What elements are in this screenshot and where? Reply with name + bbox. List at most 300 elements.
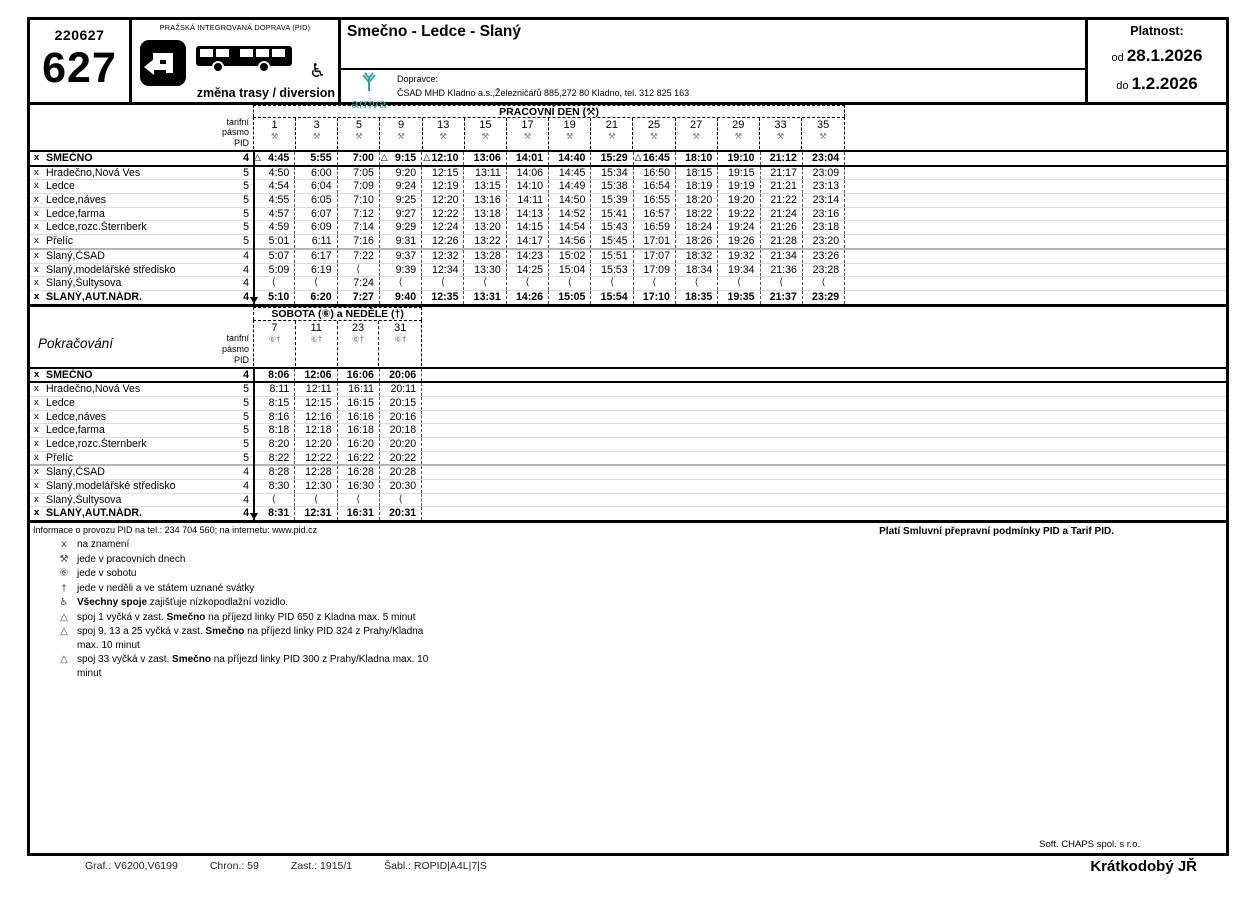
trip-header-cell [296, 118, 338, 149]
time-cell: 21:28 [761, 235, 803, 248]
trip-header-cell [423, 118, 465, 149]
zone-number: 4 [243, 507, 249, 520]
legend-text: spoj 1 vyčká v zast. Smečno na příjezd linky PID 650 z Kladna max. 5 minut [77, 611, 416, 623]
legend [33, 538, 1226, 680]
time-cells [253, 277, 845, 290]
stop-row [30, 437, 1226, 451]
time-cell: 6:20 [295, 291, 337, 304]
trip-header-cell [760, 118, 802, 149]
time-cell: 15:34 [591, 167, 633, 180]
line-number: 627 [42, 44, 117, 92]
trips-header [253, 105, 845, 149]
trip-header-cell [254, 118, 296, 149]
time-cell: 14:01 [507, 152, 549, 165]
time-cell: 14:56 [549, 235, 591, 248]
time-cells [253, 411, 422, 424]
stop-rows [30, 367, 1226, 524]
legend-row [33, 611, 1226, 625]
time-cell: 19:26 [718, 235, 760, 248]
time-cell: 9:29 [380, 221, 422, 234]
arriva-tree-icon [358, 72, 380, 92]
time-cell: ⟨ [591, 277, 633, 290]
trip-number: 17 [521, 119, 534, 131]
trip-day-symbol: ⚒ [692, 132, 700, 142]
time-cell: 8:31 [253, 507, 295, 520]
trip-day-symbol: ⚒ [650, 132, 658, 142]
time-cell: 9:20 [380, 167, 422, 180]
legend-text: na znamení [77, 539, 130, 551]
time-cell: △ 16:45 [634, 152, 676, 165]
time-cell: 8:20 [253, 438, 295, 451]
trip-header-cell [338, 118, 380, 149]
time-cell: 12:20 [295, 438, 337, 451]
time-cell: 13:16 [464, 194, 506, 207]
stop-row [30, 464, 1226, 479]
time-cell: 19:24 [718, 221, 760, 234]
time-cells [253, 167, 845, 180]
zone-number: 5 [243, 424, 249, 437]
time-cell: 16:16 [338, 411, 380, 424]
trip-day-symbol: ⚒ [481, 132, 490, 142]
below-frame [0, 858, 1252, 888]
time-cell: 19:19 [718, 180, 760, 193]
legend-row [33, 625, 1226, 652]
stop-name: SMEČNO [46, 368, 93, 381]
time-cell: 15:38 [591, 180, 633, 193]
trips-header [253, 307, 422, 366]
stop-name: Ledce,farma [46, 207, 105, 220]
time-cell: 8:11 [253, 383, 295, 396]
time-cell: 20:22 [380, 452, 422, 465]
time-cell: 12:15 [422, 167, 464, 180]
time-cell: 13:30 [464, 264, 506, 277]
conditions-line: Platí Smluvní přepravní podmínky PID a Tarif PID. [879, 526, 1114, 538]
time-cell: 12:20 [422, 194, 464, 207]
time-cell: 7:09 [338, 180, 380, 193]
time-cell: 7:14 [338, 221, 380, 234]
wait-marker-icon: △ [380, 153, 388, 163]
stop-row [30, 234, 1226, 248]
time-cell: 20:18 [380, 424, 422, 437]
time-cell: 18:15 [676, 167, 718, 180]
stop-request-flag: x [34, 424, 39, 436]
time-cells [253, 438, 422, 451]
time-cell: 18:22 [676, 208, 718, 221]
time-cell: 9:31 [380, 235, 422, 248]
time-cell: 7:00 [338, 152, 380, 165]
time-cell: 16:06 [338, 369, 380, 382]
time-cell: 9:37 [380, 250, 422, 263]
time-cell: 8:15 [253, 397, 295, 410]
time-cell: 4:54 [253, 180, 295, 193]
time-cell: 13:15 [464, 180, 506, 193]
stop-row [30, 381, 1226, 396]
time-cell: 9:40 [380, 291, 422, 304]
stop-request-flag: x [34, 410, 39, 422]
time-cells [253, 480, 422, 493]
stop-request-flag: x [34, 249, 39, 261]
time-cell: 8:18 [253, 424, 295, 437]
time-cell: 15:02 [549, 250, 591, 263]
time-cell: 15:45 [591, 235, 633, 248]
time-cell: 17:10 [634, 291, 676, 304]
stop-request-flag: x [34, 152, 40, 163]
time-cell: 18:10 [676, 152, 718, 165]
stop-request-flag: x [34, 396, 39, 408]
time-cell: 21:26 [761, 221, 803, 234]
time-cell: 15:04 [549, 264, 591, 277]
time-cell: 5:10 [253, 291, 295, 304]
time-cells [253, 250, 845, 263]
stop-rows [30, 150, 1226, 307]
time-cell: 13:11 [464, 167, 506, 180]
timetable-section-weekday [30, 105, 1226, 307]
zone-number: 4 [243, 263, 249, 276]
zone-number: 5 [243, 410, 249, 423]
stop-name: Ledce,rozc.Šternberk [46, 438, 147, 450]
trip-number: 29 [732, 119, 745, 131]
trip-header-cell [633, 118, 675, 149]
time-cell: 12:32 [422, 250, 464, 263]
trip-header-cell [379, 321, 421, 366]
time-cell: 21:34 [761, 250, 803, 263]
time-cells [253, 291, 845, 304]
zone-number: 4 [243, 466, 249, 479]
stop-request-flag: x [34, 507, 40, 519]
trip-header-cell [465, 118, 507, 149]
time-cells [253, 397, 422, 410]
time-cell: 8:16 [253, 411, 295, 424]
time-cells [253, 466, 422, 479]
time-cell: ⟨ [549, 277, 591, 290]
time-cell: 21:24 [761, 208, 803, 221]
stop-request-flag: x [34, 180, 39, 192]
trip-number: 3 [313, 119, 320, 131]
time-cell: 21:37 [761, 291, 803, 304]
time-cell: 7:22 [338, 250, 380, 263]
time-cell: 20:20 [380, 438, 422, 451]
legend-symbol: ⑥ [59, 568, 69, 580]
time-cell: 7:27 [338, 291, 380, 304]
time-cells [253, 507, 422, 520]
operator-label: Dopravce: [397, 74, 439, 84]
stop-name: Slaný,Šultysova [46, 493, 122, 506]
time-cell: 15:54 [591, 291, 633, 304]
time-cells [253, 235, 845, 248]
validity-label: Platnost: [1130, 24, 1184, 38]
footer-meta-item: Šabl.: ROPID|A4L|7|S [384, 860, 487, 872]
legend-symbol: ♿ [59, 597, 69, 609]
time-cell: 18:24 [676, 221, 718, 234]
trip-day-symbol: ⑥† [394, 334, 407, 345]
trip-day-symbol: ⑥† [310, 334, 323, 345]
time-cell: 16:15 [338, 397, 380, 410]
time-cell: 23:20 [803, 235, 845, 248]
time-cell: 7:10 [338, 194, 380, 207]
time-cell: 4:55 [253, 194, 295, 207]
zone-column-header [30, 333, 249, 365]
stop-row [30, 207, 1226, 221]
stop-row [30, 451, 1226, 465]
time-cell: 23:13 [803, 180, 845, 193]
time-cell: ⟨ [422, 277, 464, 290]
time-cell: 6:19 [295, 264, 337, 277]
legend-text: jede v pracovních dnech [77, 553, 186, 565]
time-cell: 16:57 [634, 208, 676, 221]
zone-number: 5 [243, 451, 249, 464]
legend-text: jede v neděli a ve státem uznané svátky [77, 582, 255, 594]
time-cell: 20:30 [380, 480, 422, 493]
time-cells [253, 452, 422, 465]
stop-name: Slaný,ČSAD [46, 466, 105, 479]
time-cell: 4:50 [253, 167, 295, 180]
time-cell: 7:12 [338, 208, 380, 221]
zone-number: 5 [243, 235, 249, 248]
zone-number: 5 [243, 383, 249, 396]
arriva-wordmark: arriva [351, 96, 387, 111]
time-cell: 20:11 [380, 383, 422, 396]
time-cell: 13:31 [464, 291, 506, 304]
time-cell: 15:41 [591, 208, 633, 221]
time-cell: 13:20 [464, 221, 506, 234]
trip-header-cell [338, 321, 380, 366]
time-cell: 4:57 [253, 208, 295, 221]
trip-day-symbol: ⚒ [397, 132, 405, 142]
stop-request-flag: x [34, 480, 39, 492]
time-cell: 15:29 [591, 152, 633, 165]
time-cell: 20:06 [380, 369, 422, 382]
time-cell: 21:17 [761, 167, 803, 180]
time-cells [253, 383, 422, 396]
time-cell: 13:22 [464, 235, 506, 248]
time-cell: ⟨ [380, 494, 422, 507]
time-cell: 16:54 [634, 180, 676, 193]
footer-meta [85, 860, 487, 872]
trip-number: 31 [394, 321, 407, 334]
time-cell: ⟨ [338, 494, 380, 507]
diversion-label: změna trasy / diversion [196, 86, 335, 100]
time-cell: 14:54 [549, 221, 591, 234]
time-cell: 14:49 [549, 180, 591, 193]
time-cell: 19:35 [718, 291, 760, 304]
time-cell: 9:25 [380, 194, 422, 207]
time-cell: 14:40 [549, 152, 591, 165]
time-cell: 14:52 [549, 208, 591, 221]
time-cell: 12:31 [295, 507, 337, 520]
time-cell: 12:22 [422, 208, 464, 221]
wait-marker-icon: △ [634, 153, 642, 163]
time-cell: 16:31 [338, 507, 380, 520]
time-cell: 20:16 [380, 411, 422, 424]
section-title: PRACOVNÍ DEN (⚒) [253, 105, 845, 117]
trip-header-cell [802, 118, 844, 149]
legend-symbol: † [61, 582, 67, 594]
zone-number: 4 [243, 249, 249, 262]
time-cell: 18:32 [676, 250, 718, 263]
stop-row [30, 506, 1226, 520]
timetable-frame [27, 17, 1229, 856]
legend-row [33, 653, 1226, 680]
stop-name: Ledce [46, 396, 75, 409]
time-cell: 21:36 [761, 264, 803, 277]
time-cell: 5:01 [253, 235, 295, 248]
header [30, 20, 1226, 111]
stop-name: Ledce,rozc.Šternberk [46, 221, 147, 234]
time-cell: 19:34 [718, 264, 760, 277]
stop-name: Ledce,náves [46, 194, 107, 207]
time-cell: 18:34 [676, 264, 718, 277]
stop-name: Hradečno,Nová Ves [46, 166, 141, 179]
time-cell: △ 12:10 [422, 152, 464, 165]
pid-info-line: Informace o provozu PID na tel.: 234 704 560; na internetu: www.pid.cz [33, 525, 318, 536]
time-cell: ⟨ [761, 277, 803, 290]
legend-symbol: x [61, 539, 67, 551]
time-cell: 17:01 [634, 235, 676, 248]
time-cell: 16:59 [634, 221, 676, 234]
trip-day-symbol: ⑥† [268, 334, 281, 345]
software-credit: Soft. CHAPS spol. s r.o. [1039, 839, 1140, 850]
stop-row [30, 479, 1226, 493]
time-cell: 21:22 [761, 194, 803, 207]
time-cell: 23:29 [803, 291, 845, 304]
stop-row [30, 179, 1226, 193]
time-cell: 19:15 [718, 167, 760, 180]
time-cells [253, 424, 422, 437]
time-cell: 5:09 [253, 264, 295, 277]
time-cell: 18:26 [676, 235, 718, 248]
trip-number: 15 [479, 119, 492, 131]
pid-logo-icon [140, 40, 186, 86]
footer-meta-item: Chron.: 59 [209, 860, 259, 872]
time-cell: 13:28 [464, 250, 506, 263]
time-cell: 20:31 [380, 507, 422, 520]
stop-name: Hradečno,Nová Ves [46, 383, 141, 396]
stop-name: Slaný,modelářské středisko [46, 263, 176, 276]
stop-name: Ledce,farma [46, 424, 105, 437]
legend-text: spoj 33 vyčká v zast. Smečno na příjezd linky PID 300 z Prahy/Kladna max. 10 minut [77, 654, 429, 679]
zone-number: 4 [243, 277, 249, 290]
trip-header-cells [253, 320, 422, 366]
trip-header-cell [380, 118, 422, 149]
trip-day-symbol: ⑥† [352, 334, 364, 345]
trip-number: 21 [605, 119, 618, 131]
trip-number: 27 [690, 119, 703, 131]
trip-number: 23 [351, 321, 365, 334]
direction-arrow [253, 150, 255, 304]
time-cells [253, 180, 845, 193]
stop-name: SLANÝ,AUT.NÁDR. [46, 290, 142, 303]
zone-header-line: tarifní [226, 333, 249, 344]
trip-day-symbol: ⚒ [776, 132, 785, 142]
trip-day-symbol: ⚒ [270, 132, 279, 142]
validity-to: do 1.2.2026 [1116, 74, 1198, 93]
time-cell: 14:23 [507, 250, 549, 263]
stop-name: Ledce [46, 180, 75, 193]
time-cell: 19:10 [718, 152, 760, 165]
zone-number: 5 [243, 207, 249, 220]
trip-number: 9 [397, 119, 405, 131]
zone-number: 4 [243, 480, 249, 493]
validity-from: od 28.1.2026 [1111, 46, 1203, 65]
stop-name: SLANÝ,AUT.NÁDR. [46, 507, 142, 520]
time-cell: ⟨ [634, 277, 676, 290]
time-cell: 14:26 [507, 291, 549, 304]
time-cell: 14:50 [549, 194, 591, 207]
time-cell: 12:30 [295, 480, 337, 493]
trip-number: 7 [271, 321, 278, 334]
time-cell: 12:34 [422, 264, 464, 277]
time-cell: 9:27 [380, 208, 422, 221]
time-cell: 14:17 [507, 235, 549, 248]
stop-row [30, 423, 1226, 437]
time-cells [253, 194, 845, 207]
time-cell: 16:50 [634, 167, 676, 180]
time-cell: ⟨ [295, 277, 337, 290]
time-cell: 23:26 [803, 250, 845, 263]
stop-request-flag: x [34, 277, 39, 289]
stop-request-flag: x [34, 493, 39, 505]
stop-row [30, 493, 1226, 507]
notes-area [30, 523, 1226, 680]
stop-row [30, 248, 1226, 263]
zone-number: 4 [243, 152, 249, 164]
stop-name: Slaný,Šultysova [46, 277, 122, 290]
time-cell: △ 9:15 [380, 152, 422, 165]
time-cell: 15:39 [591, 194, 633, 207]
route-title-cell [341, 20, 1088, 111]
time-cell: 23:16 [803, 208, 845, 221]
line-number-cell [30, 20, 132, 102]
time-cell: 18:19 [676, 180, 718, 193]
zone-column-header [30, 117, 249, 149]
time-cell: 12:35 [422, 291, 464, 304]
stop-row [30, 150, 1226, 165]
zone-number: 5 [243, 166, 249, 179]
time-cell: ⟨ [338, 264, 380, 277]
time-cell: 8:06 [253, 369, 295, 382]
time-cell: 12:16 [295, 411, 337, 424]
trip-number: 25 [647, 119, 661, 131]
time-cell: 14:06 [507, 167, 549, 180]
trip-number: 33 [774, 119, 787, 131]
stop-row [30, 193, 1226, 207]
time-cell: 15:43 [591, 221, 633, 234]
zone-number: 5 [243, 194, 249, 207]
stop-request-flag: x [34, 451, 39, 463]
legend-symbol: △ [60, 626, 68, 638]
section-header [30, 307, 1226, 367]
time-cell: 14:13 [507, 208, 549, 221]
zone-header-line: PID [233, 354, 249, 365]
stop-name: Přelíc [46, 235, 74, 248]
time-cell: 23:14 [803, 194, 845, 207]
trip-day-symbol: ⚒ [312, 132, 321, 142]
time-cell: 12:19 [422, 180, 464, 193]
trip-header-cell [591, 118, 633, 149]
time-cell: 19:20 [718, 194, 760, 207]
stop-request-flag: x [34, 368, 40, 380]
operator-info: ČSAD MHD Kladno a.s.,Železničářů 885,272 80 Kladno, tel. 312 825 163 [397, 88, 690, 98]
stop-name: Slaný,ČSAD [46, 249, 105, 262]
bus-icon [194, 42, 294, 79]
legend-symbol: △ [60, 654, 68, 666]
wait-marker-icon: △ [423, 153, 431, 163]
time-cell: 12:15 [295, 397, 337, 410]
time-cell: 16:22 [338, 452, 380, 465]
time-cell: 19:22 [718, 208, 760, 221]
zone-header-line: PID [233, 138, 249, 149]
legend-row [33, 596, 1226, 610]
